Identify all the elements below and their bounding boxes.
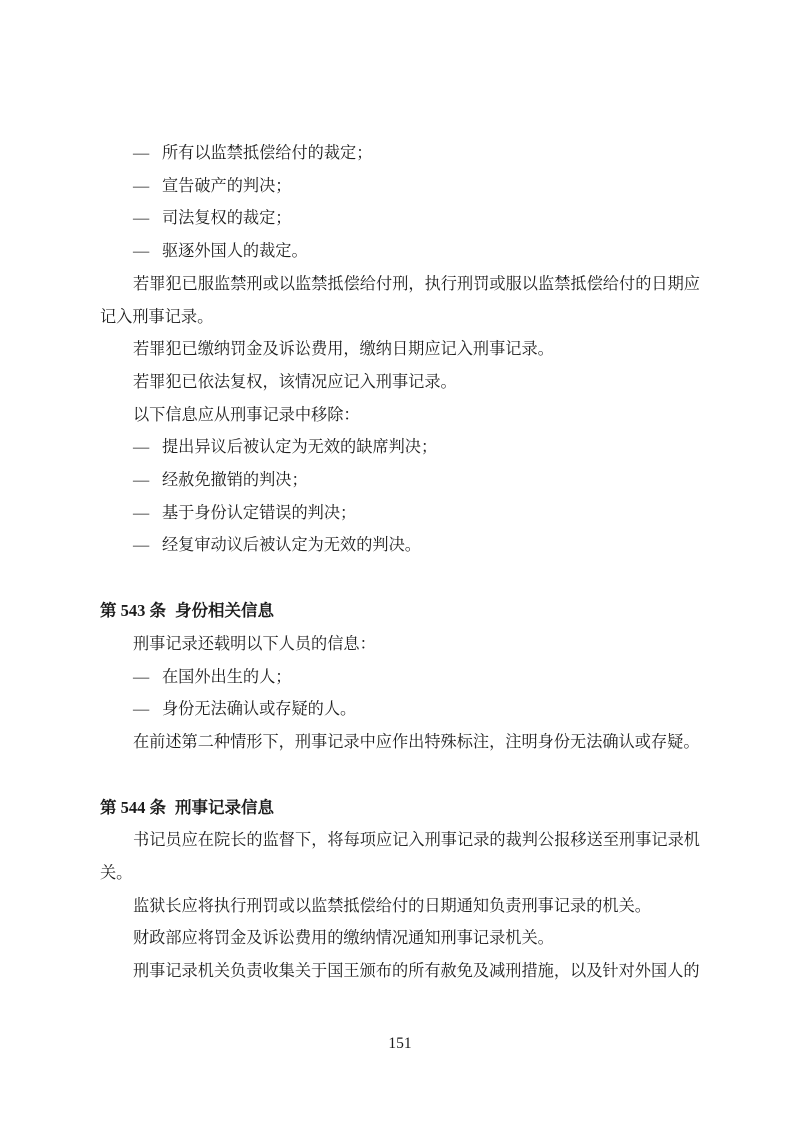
article-number: 第 544 条: [100, 797, 166, 817]
dash-marker: —: [133, 471, 150, 490]
list-item: [100, 137, 700, 170]
paragraph: 书记员应在院长的监督下，将每项应记入刑事记录的裁判公报移送至刑事记录机关。: [100, 831, 700, 883]
list-item: [100, 235, 700, 268]
article-544-heading: [100, 792, 700, 825]
list-item-text: 所有以监禁抵偿给付的裁定；: [162, 144, 373, 162]
dash-marker: —: [133, 144, 150, 162]
article-543-heading: [100, 595, 700, 628]
paragraph: 刑事记录机关负责收集关于国王颁布的所有赦免及减刑措施，以及针对外国人的: [133, 962, 700, 981]
list-item-text: 基于身份认定错误的判决；: [162, 503, 357, 522]
list-item-text: 宣告破产的判决；: [162, 176, 292, 195]
list-item: [100, 497, 700, 530]
list-item-text: 驱逐外国人的裁定。: [162, 242, 308, 261]
list-item: [100, 431, 700, 464]
list-item-text: 在国外出生的人；: [162, 667, 292, 686]
paragraph: 若罪犯已依法复权，该情况应记入刑事记录。: [133, 372, 457, 391]
list-item: [100, 202, 700, 235]
dash-marker: —: [133, 438, 150, 457]
dash-marker: —: [133, 209, 150, 228]
paragraph: 财政部应将罚金及诉讼费用的缴纳情况通知刑事记录机关。: [133, 929, 554, 948]
paragraph: 在前述第二种情形下，刑事记录中应作出特殊标注，注明身份无法确认或存疑。: [133, 732, 700, 751]
dash-marker: —: [133, 176, 150, 195]
article-number: 第 543 条: [100, 601, 166, 621]
page-number: 151: [388, 1035, 412, 1052]
list-item: [100, 661, 700, 694]
list-item: [100, 464, 700, 497]
dash-marker: —: [133, 536, 150, 555]
dash-marker: —: [133, 503, 150, 522]
list-item: [100, 529, 700, 562]
document-body: [100, 137, 700, 988]
list-item-text: 身份无法确认或存疑的人。: [162, 700, 357, 719]
list-item-text: 经赦免撤销的判决；: [162, 471, 308, 490]
paragraph: 以下信息应从刑事记录中移除：: [133, 405, 360, 424]
dash-marker: —: [133, 667, 150, 686]
dash-marker: —: [133, 700, 150, 719]
dash-marker: —: [133, 242, 150, 261]
article-title: 身份相关信息: [175, 601, 274, 621]
paragraph: 若罪犯已服监禁刑或以监禁抵偿给付刑，执行刑罚或服以监禁抵偿给付的日期应记入刑事记录。: [100, 274, 700, 326]
paragraph: 刑事记录还载明以下人员的信息：: [133, 634, 376, 653]
list-item-text: 经复审动议后被认定为无效的判决。: [162, 536, 421, 555]
list-item: [100, 170, 700, 203]
paragraph: 若罪犯已缴纳罚金及诉讼费用，缴纳日期应记入刑事记录。: [133, 340, 554, 359]
list-item: [100, 693, 700, 726]
paragraph: 监狱长应将执行刑罚或以监禁抵偿给付的日期通知负责刑事记录的机关。: [133, 896, 651, 915]
list-item-text: 提出异议后被认定为无效的缺席判决；: [162, 438, 438, 457]
article-title: 刑事记录信息: [175, 797, 274, 817]
list-item-text: 司法复权的裁定；: [162, 209, 292, 228]
